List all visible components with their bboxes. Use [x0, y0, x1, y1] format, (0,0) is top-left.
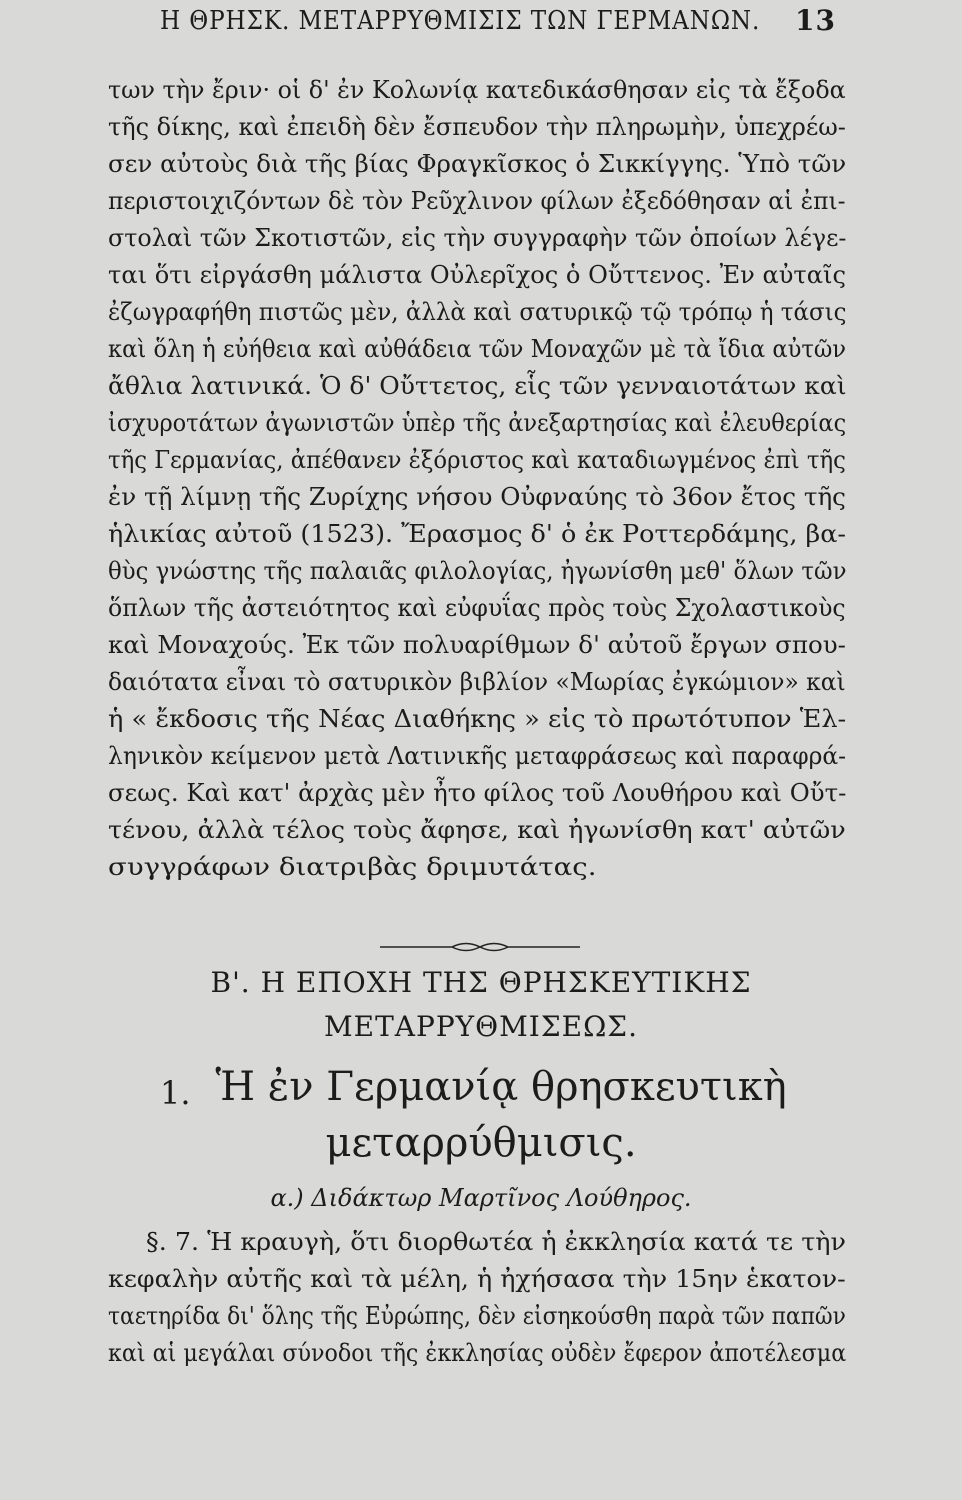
text-line: κεφαλὴν αὐτῆς καὶ τὰ μέλη, ἡ ἠχήσασα τὴν 15ην ἑκατον-: [108, 1265, 846, 1293]
text-line: καὶ αἱ μεγάλαι σύνοδοι τῆς ἐκκλησίας οὐδὲν ἔφερον ἀποτέλεσμα: [108, 1339, 847, 1367]
text-line: των τὴν ἔριν· οἱ δ' ἐν Κολωνίᾳ κατεδικάσθησαν εἰς τὰ ἔξοδα: [108, 76, 846, 104]
text-line: θὺς γνώστης τῆς παλαιᾶς φιλολογίας, ἠγωνίσθη μεθ' ὅλων τῶν: [108, 557, 847, 585]
chapter-number: 1.: [160, 1074, 191, 1112]
text-line: ληνικὸν κείμενον μετὰ Λατινικῆς μεταφράσεως καὶ παραφρά-: [108, 742, 847, 770]
text-line: ὅπλων τῆς ἀστειότητος καὶ εὐφυΐας πρὸς τοὺς Σχολαστικοὺς: [108, 594, 846, 622]
running-title: Η ΘΡΗΣΚ. ΜΕΤΑΡΡΥΘΜΙΣΙΣ ΤΩΝ ΓΕΡΜΑΝΩΝ.: [160, 6, 761, 36]
chapter-title-line-2: μεταρρύθμισις.: [325, 1120, 637, 1166]
text-line: ἐν τῇ λίμνῃ τῆς Ζυρίχης νήσου Οὐφναύης τὸ 36ον ἔτος τῆς: [108, 483, 846, 511]
page-number: 13: [795, 4, 836, 37]
text-line: συγγράφων διατριβὰς δριμυτάτας.: [108, 853, 597, 881]
text-line: σεως. Καὶ κατ' ἀρχὰς μὲν ἦτο φίλος τοῦ Λουθήρου καὶ Οὔτ-: [108, 779, 847, 807]
text-line: τένου, ἀλλὰ τέλος τοὺς ἄφησε, καὶ ἠγωνίσθη κατ' αὐτῶν: [108, 816, 846, 844]
text-line: καὶ Μοναχούς. Ἐκ τῶν πολυαρίθμων δ' αὐτοῦ ἔργων σπου-: [108, 631, 846, 659]
text-line: σεν αὐτοὺς διὰ τῆς βίας Φραγκῖσκος ὁ Σικκίγγης. Ὑπὸ τῶν: [108, 150, 847, 178]
text-line: ἐζωγραφήθη πιστῶς μὲν, ἀλλὰ καὶ σατυρικῷ τῷ τρόπῳ ἡ τάσις: [108, 298, 847, 326]
text-line: τῆς δίκης, καὶ ἐπειδὴ δὲν ἔσπευδον τὴν πληρωμὴν, ὑπεχρέω-: [108, 113, 846, 141]
text-line: ται ὅτι εἰργάσθη μάλιστα Οὐλερῖχος ὁ Οὔττενος. Ἐν αὐταῖς: [108, 261, 846, 289]
text-line: δαιότατα εἶναι τὸ σατυρικὸν βιβλίον «Μωρίας ἐγκώμιον» καὶ: [108, 668, 846, 696]
ornamental-divider: [380, 940, 580, 954]
text-line: τῆς Γερμανίας, ἀπέθανεν ἐξόριστος καὶ καταδιωγμένος ἐπὶ τῆς: [108, 446, 846, 474]
text-line: στολαὶ τῶν Σκοτιστῶν, εἰς τὴν συγγραφὴν τῶν ὁποίων λέγε-: [108, 224, 847, 252]
section-title-line-2: ΜΕΤΑΡΡΥΘΜΙΣΕΩΣ.: [323, 1010, 638, 1043]
text-line: ταετηρίδα δι' ὅλης τῆς Εὐρώπης, δὲν εἰσηκούσθη παρὰ τῶν παπῶν: [108, 1302, 846, 1330]
text-line: περιστοιχιζόντων δὲ τὸν Ρεῦχλινον φίλων ἐξεδόθησαν αἱ ἐπι-: [108, 187, 846, 215]
page-header: [160, 4, 840, 40]
text-line: ἄθλια λατινικά. Ὁ δ' Οὔττετος, εἷς τῶν γενναιοτάτων καὶ: [108, 372, 847, 400]
subheading: α.) Διδάκτωρ Μαρτῖνος Λούθηρος.: [270, 1184, 692, 1212]
text-line: §. 7. Ἡ κραυγὴ, ὅτι διορθωτέα ἡ ἐκκλησία κατά τε τὴν: [146, 1228, 846, 1256]
text-line: ἡλικίας αὐτοῦ (1523). Ἔρασμος δ' ὁ ἐκ Ροττερδάμης, βα-: [108, 520, 846, 548]
text-line: ἰσχυροτάτων ἀγωνιστῶν ὑπὲρ τῆς ἀνεξαρτησίας καὶ ἐλευθερίας: [108, 409, 847, 437]
chapter-title-line-1: Ἡ ἐν Γερμανίᾳ θρησκευτικὴ: [215, 1064, 787, 1110]
section-title-line-1: Β'. Η ΕΠΟΧΗ ΤΗΣ ΘΡΗΣΚΕΥΤΙΚΗΣ: [210, 966, 752, 999]
text-line: ἡ « ἔκδοσις τῆς Νέας Διαθήκης » εἰς τὸ πρωτότυπον Ἑλ-: [108, 705, 847, 733]
text-line: καὶ ὅλη ἡ εὐήθεια καὶ αὐθάδεια τῶν Μοναχῶν μὲ τὰ ἴδια αὐτῶν: [108, 335, 847, 363]
